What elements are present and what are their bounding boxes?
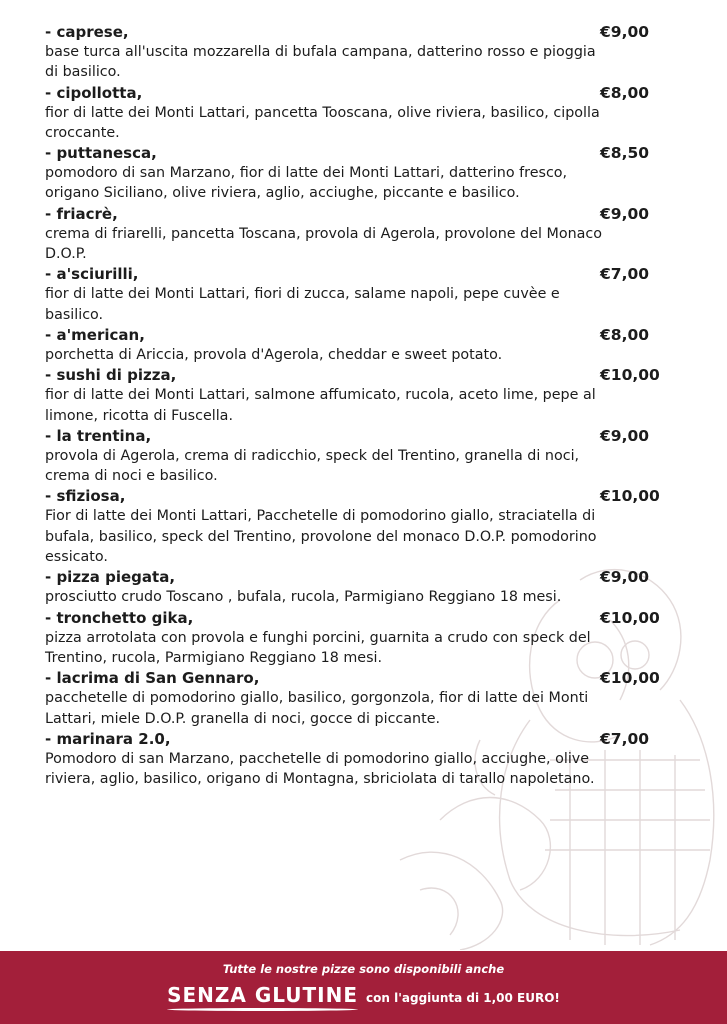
menu-item-name: - a'merican, [45, 325, 145, 344]
menu-item-description: provola di Agerola, crema di radicchio, speck del Trentino, granella di noci, crema di noci e basilico. [45, 447, 580, 485]
menu-item [45, 426, 665, 487]
menu-item-name: - cipollotta, [45, 83, 143, 102]
menu-item-description: fior di latte dei Monti Lattari, salmone affumicato, rucola, aceto lime, pepe al limone, ricotta di Fuscella. [45, 387, 596, 424]
menu-item-name: - caprese, [45, 23, 129, 41]
menu-item-price: €9,00 [600, 568, 650, 587]
menu-item-price: €8,00 [600, 83, 650, 102]
gluten-free-label: SENZA GLUTINE [167, 983, 358, 1011]
banner-gluten-free-row [0, 983, 727, 1011]
menu-item-price: €10,00 [600, 669, 660, 688]
menu-item-description: crema di friarelli, pancetta Toscana, provola di Agerola, provolone del Monaco D.O.P. [45, 225, 603, 263]
menu-item [45, 325, 665, 365]
surcharge-text: con l'aggiunta di 1,00 EURO! [366, 991, 560, 1005]
menu-item-name: - tronchetto gika, [45, 608, 194, 627]
menu-item-name: - friacrè, [45, 204, 118, 223]
menu-item-name: - sfiziosa, [45, 487, 126, 506]
menu-item-name: - pizza piegata, [45, 568, 176, 587]
menu-item-price: €7,00 [600, 729, 650, 748]
menu-item-description: prosciutto crudo Toscano , bufala, rucola, Parmigiano Reggiano 18 mesi. [45, 589, 562, 606]
menu-item [45, 729, 665, 790]
pizza-menu-list [45, 22, 665, 789]
banner-text: Tutte le nostre pizze sono disponibili anche [222, 962, 505, 976]
menu-item-description: fior di latte dei Monti Lattari, pancetta Tooscana, olive riviera, basilico, cipolla croccante. [45, 104, 600, 141]
menu-item-price: €9,00 [600, 426, 650, 445]
menu-item-name: - la trentina, [45, 426, 152, 445]
menu-item-description: pizza arrotolata con provola e funghi porcini, guarnita a crudo con speck del Trentino, rucola, Parmigiano Reggiano 18 mesi. [45, 629, 591, 666]
menu-item [45, 143, 665, 204]
gluten-free-banner [0, 951, 727, 1024]
menu-item-name: - lacrima di San Gennaro, [45, 669, 260, 688]
menu-item-description: Pomodoro di san Marzano, pacchetelle di pomodorino giallo, acciughe, olive riviera, aglio, basilico, origano di Montagna, sbriciolata di tarallo napoletano. [45, 750, 595, 788]
menu-item-price: €8,50 [600, 144, 650, 163]
menu-item [45, 608, 665, 669]
menu-item-price: €10,00 [600, 487, 660, 506]
menu-item [45, 264, 665, 325]
menu-item-description: pacchetelle di pomodorino giallo, basilico, gorgonzola, fior di latte dei Monti Lattari, miele D.O.P. granella di noci, gocce di piccante. [45, 690, 589, 727]
menu-item-price: €9,00 [600, 204, 650, 223]
menu-item [45, 486, 665, 567]
menu-item [45, 567, 665, 607]
menu-item-description: Fior di latte dei Monti Lattari, Pacchetelle di pomodorino giallo, straciatella di bufala, basilico, speck del Trentino, provolone del monaco D.O.P. pomodorino essicato. [45, 508, 597, 566]
menu-item [45, 204, 665, 265]
menu-item [45, 83, 665, 144]
menu-item-price: €10,00 [600, 608, 660, 627]
menu-item-name: - a'sciurilli, [45, 265, 139, 284]
menu-item-price: €8,00 [600, 325, 650, 344]
menu-item-name: - sushi di pizza, [45, 366, 177, 385]
menu-item-name: - marinara 2.0, [45, 729, 171, 748]
menu-item [45, 668, 665, 729]
menu-item-description: porchetta di Ariccia, provola d'Agerola, cheddar e sweet potato. [45, 346, 503, 363]
menu-item-price: €9,00 [600, 23, 650, 41]
menu-item-price: €10,00 [600, 366, 660, 385]
menu-item-price: €7,00 [600, 265, 650, 284]
menu-item-description: pomodoro di san Marzano, fior di latte dei Monti Lattari, datterino fresco, origano Siciliano, olive riviera, aglio, acciughe, piccante e basilico. [45, 165, 568, 202]
menu-item-name: - puttanesca, [45, 144, 157, 163]
menu-item-description: fior di latte dei Monti Lattari, fiori di zucca, salame napoli, pepe cuvèe e basilico. [45, 286, 560, 323]
menu-item [45, 365, 665, 426]
menu-item-description: base turca all'uscita mozzarella di bufala campana, datterino rosso e pioggia di basilico. [45, 44, 596, 81]
menu-item [45, 22, 665, 83]
